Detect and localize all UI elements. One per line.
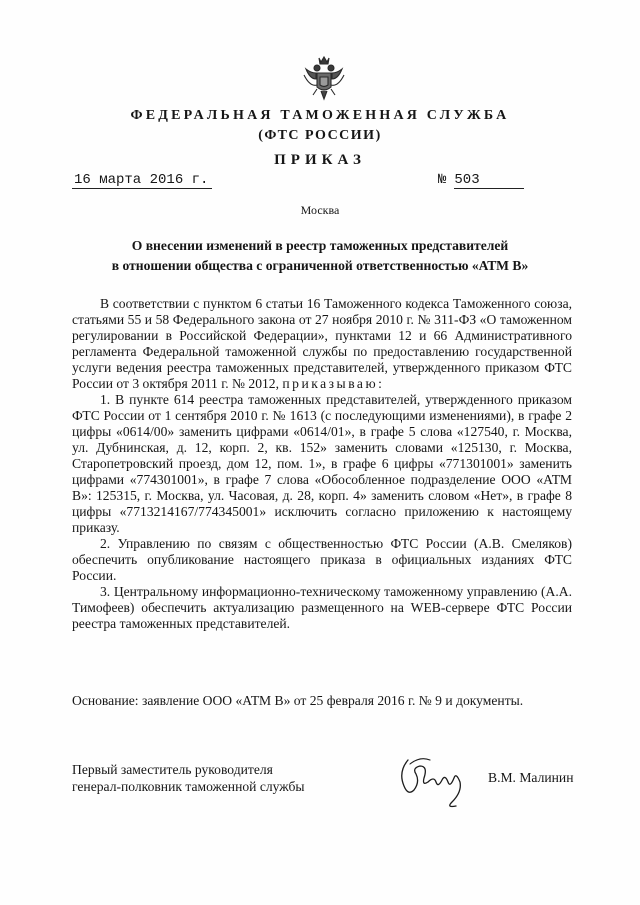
order-date: 16 марта 2016 г.	[72, 172, 212, 189]
subject-line-1: О внесении изменений в реестр таможенных представителей	[131, 238, 509, 253]
position-line-1: Первый заместитель руководителя	[72, 762, 273, 777]
item-2: 2. Управлению по связям с общественностью ФТС России (А.В. Смеляков) обеспечить опубликование настоящего приказа в официальных изданиях ФТС России.	[72, 536, 572, 583]
signatory-position	[72, 761, 392, 795]
order-body	[72, 296, 572, 632]
russian-coat-of-arms-icon	[302, 55, 346, 105]
intro-text: В соответствии с пунктом 6 статьи 16 Таможенного кодекса Таможенного союза, статьями 55 и 58 Федерального закона от 27 ноября 2010 г. № 311-ФЗ «О таможенном регулировании в Российской Федерации», пунктами 12 и 66 Административного регламента Федеральной таможенной службы по предоставлению государственной услуги ведения реестра таможенных представителей, утвержденного приказом ФТС России от 3 октября 2011 г. № 2012,	[72, 296, 572, 391]
intro-paragraph	[72, 296, 572, 392]
document-type: ПРИКАЗ	[274, 152, 366, 168]
item-3: 3. Центральному информационно-техническому таможенному управлению (А.А. Тимофеев) обеспечить актуализацию размещенного на WEB-сервере ФТС России реестра таможенных представителей.	[72, 584, 572, 631]
handwritten-signature	[390, 752, 476, 810]
subject-line-2: в отношении общества с ограниченной ответственностью «АТМ В»	[111, 258, 529, 273]
order-number-line	[438, 172, 524, 189]
number-label: №	[438, 172, 447, 188]
item-1: 1. В пункте 614 реестра таможенных представителей, утвержденного приказом ФТС России от 1 сентября 2010 г. № 1613 (с последующими изменениями), в графе 2 цифры «0614/00» заменить цифрами «0614/01», в графе 5 слова «127540, г. Москва, ул. Дубнинская, д. 12, корп. 2, кв. 152» заменить словами «125130, г. Москва, Старопетровский проезд, дом 12, пом. 1», в графе 6 цифры «771301001» заменить цифрами «774301001», в графе 7 слова «Обособленное подразделение ООО «АТМ В»: 125315, г. Москва, ул. Часовая, д. 28, корп. 4» заменить словом «Нет», в графе 8 цифры «7713214167/774345001» исключить согласно приложению к настоящему приказу.	[72, 392, 572, 535]
order-word: приказываю:	[282, 376, 385, 391]
agency-short-name: (ФТС РОССИИ)	[258, 128, 382, 143]
order-date-line	[72, 172, 212, 189]
city: Москва	[300, 203, 340, 217]
position-line-2: генерал-полковник таможенной службы	[72, 779, 305, 794]
signatory-name: В.М. Малинин	[488, 770, 574, 785]
order-number: 503	[454, 172, 524, 189]
order-subject	[90, 236, 550, 276]
basis-statement: Основание: заявление ООО «АТМ В» от 25 февраля 2016 г. № 9 и документы.	[72, 693, 524, 708]
agency-name: ФЕДЕРАЛЬНАЯ ТАМОЖЕННАЯ СЛУЖБА	[130, 108, 510, 123]
